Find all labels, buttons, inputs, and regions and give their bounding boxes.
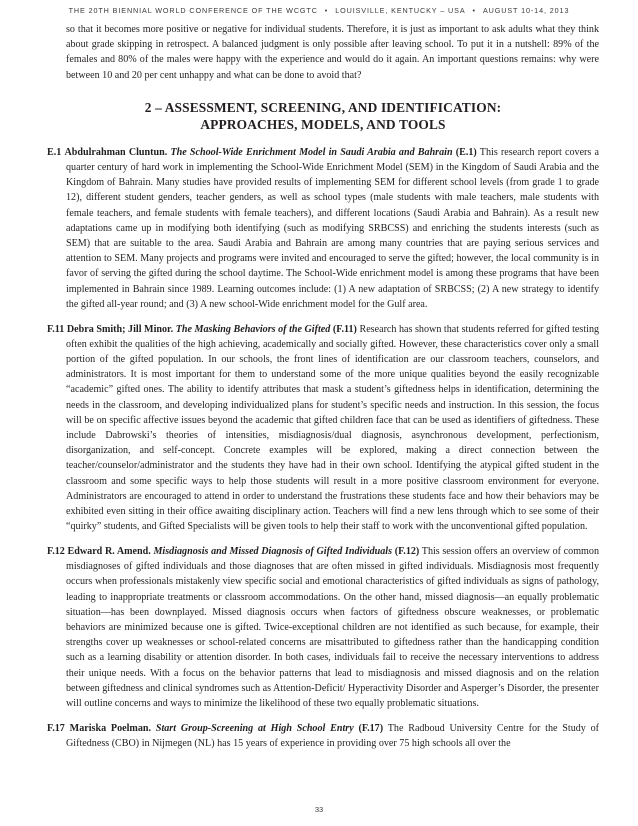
entry-authors: Mariska Poelman. <box>69 722 152 734</box>
entry-body: Research has shown that students referred for gifted testing often exhibit the qualities of the high achieving, academically and socially gifted. However, these characteristics cover only a small portion of the gifted population. In our schools, the front lines of identification are our classroom teachers, counselors, and administrators. It is most important for them to understand some of the more unique qualities beyond the easily recognizable “academic” gifted ones. The ability to identify attributes that mask a student’s giftedness helps in identification, determining the needs in the classroom, and developing individualized plans for student’s specific needs and instruction. In this session, the focus will be on specific affective issues beyond the academic that gifted children face that can be used as identifiers of giftedness. These include Dabrowski’s theories of intensities, misdiagnosis/dual diagnosis, asynchronous development, perfectionism, disorganization, and self-concept. Concrete examples will be explored, making a direct connection between the teacher/counselor/administrator and the students they have had in their own school. Identifying the atypical gifted student in the classroom and some specific ways to help those students will result in a more positive classroom environment for everyone. Administrators are encouraged to attend in order to understand the frustrations these students face and how their behaviors may be exhibited even sitting in their office awaiting disciplinary action. Teachers will find a new lens through which to see some of their “quirky” students, and Gifted Specialists will be given tools to help their staff to work with the unconventional gifted population. <box>66 323 600 533</box>
abstract-entry-f17 <box>47 721 599 751</box>
abstract-entry-f12 <box>47 544 599 711</box>
section-heading-line2: APPROACHES, MODELS, AND TOOLS <box>200 117 446 133</box>
entry-body: This research report covers a quarter century of hard work in implementing the School-Wide Enrichment Model (SEM) in the Kingdom of Saudi Arabia and the Kingdom of Bahrain. Many studies have provided results of implementing SEM for different school levels (from grade 1 to grade 12), different student genders, teacher genders, as well as school types (male students with male teachers, male students with female teachers, and female students with female teachers), and different locations (Saudi Arabia and Bahrain). As a result new adaptations came up in modifying both identifying (such as modifying SRBCSS) and enriching the students interests (such as SEM) that are suitable to the area. Saudi Arabia and Bahrain are among many countries that are paying serious services and attention to SEM. Many projects and programs were invited and encouraged to serve the gifted; however, the local community is in favor of serving the gifted during the school daytime. The School-Wide enrichment model is among these programs that have been implemented in Bahrain since 1989. Learning outcomes include: (1) A new adaptation of SRBCSS; (2) A new strategy to identify the gifted all-year round; and (3) A new school-Wide enrichment model for the Gulf area. <box>66 146 599 310</box>
abstract-entry-f11 <box>47 322 599 535</box>
conference-dates: AUGUST 10-14, 2013 <box>482 6 570 15</box>
entry-body: This session offers an overview of common misdiagnoses of gifted individuals and those diagnoses that are often missed in gifted individuals. Misdiagnosis most frequently occurs when professionals mistakenly view specific social and emotional characteristics of gifted individuals as signs of pathology, leading to inappropriate treatments or classroom accommodations. On the other hand, missed diagnosis—an equally problematic situation—has been downplayed. Missed diagnosis occurs when factors of giftedness obscure weaknesses, or problematic behaviors are minimized because one is gifted. Twice-exceptional children are not identified as such because, for example, their strengths cover up weaknesses or school-related concerns are misattributed to giftedness rather than the handicapping condition such as a learning disability or attention disorder. In both cases, individuals fail to receive the necessary interventions to address their unique needs. With a focus on the behavior patterns that lead to misdiagnosis and missed diagnosis and on the relation between giftedness and clinical syndromes such as Attention-Deficit/ Hyperactivity Disorder and Asperger’s Disorder, the presenter will outline concerns and ways to minimize the likelihood of these two equally problematic situations. <box>66 545 599 709</box>
entry-authors: Edward R. Amend. <box>67 545 151 557</box>
entry-title: The School-Wide Enrichment Model in Saudi Arabia and Bahrain <box>170 146 453 158</box>
page-number: 33 <box>314 805 324 814</box>
entry-code: F.17 <box>47 722 65 734</box>
entry-code: F.11 <box>47 323 65 335</box>
entry-title: Start Group-Screening at High School Entry <box>155 722 354 734</box>
entry-code-end: (F.17) <box>358 722 384 734</box>
entry-code-end: (F.12) <box>394 545 420 557</box>
running-header <box>0 6 638 15</box>
entry-code-end: (F.11) <box>332 323 357 335</box>
entry-code-end: (E.1) <box>455 146 477 158</box>
header-separator: • <box>324 6 329 15</box>
entry-title: The Masking Behaviors of the Gifted <box>175 323 331 335</box>
header-separator: • <box>472 6 476 15</box>
page-content <box>47 22 599 761</box>
entry-code: F.12 <box>47 545 65 557</box>
entry-code: E.1 <box>47 146 62 158</box>
entry-authors: Abdulrahman Cluntun. <box>64 146 168 158</box>
conference-name: THE 20TH BIENNIAL WORLD CONFERENCE OF THE WCGTC <box>68 6 318 15</box>
entry-title: Misdiagnosis and Missed Diagnosis of Gifted Individuals <box>153 545 393 557</box>
entry-body: The Radboud University Centre for the Study of Giftedness (CBO) in Nijmegen (NL) has 15 years of experience in providing over 75 high schools all over the <box>66 722 600 749</box>
section-heading-line1: 2 – ASSESSMENT, SCREENING, AND IDENTIFICATION: <box>144 99 502 115</box>
entry-authors: Debra Smith; Jill Minor. <box>66 323 174 335</box>
continuation-paragraph: so that it becomes more positive or negative for individual students. Therefore, it is just as important to ask adults what they think about grade skipping in retrospect. A balanced judgment is only possible after leaving school. To put it in a nutshell: 89% of the females and 80% of the males were happy with the experience and would do it again. An important questions remains: why were between 10 and 20 per cent unhappy and what can be done to avoid that? <box>66 24 599 81</box>
section-heading <box>47 99 599 134</box>
abstract-entry-e1 <box>47 145 599 312</box>
conference-location: LOUISVILLE, KENTUCKY – USA <box>335 6 466 15</box>
